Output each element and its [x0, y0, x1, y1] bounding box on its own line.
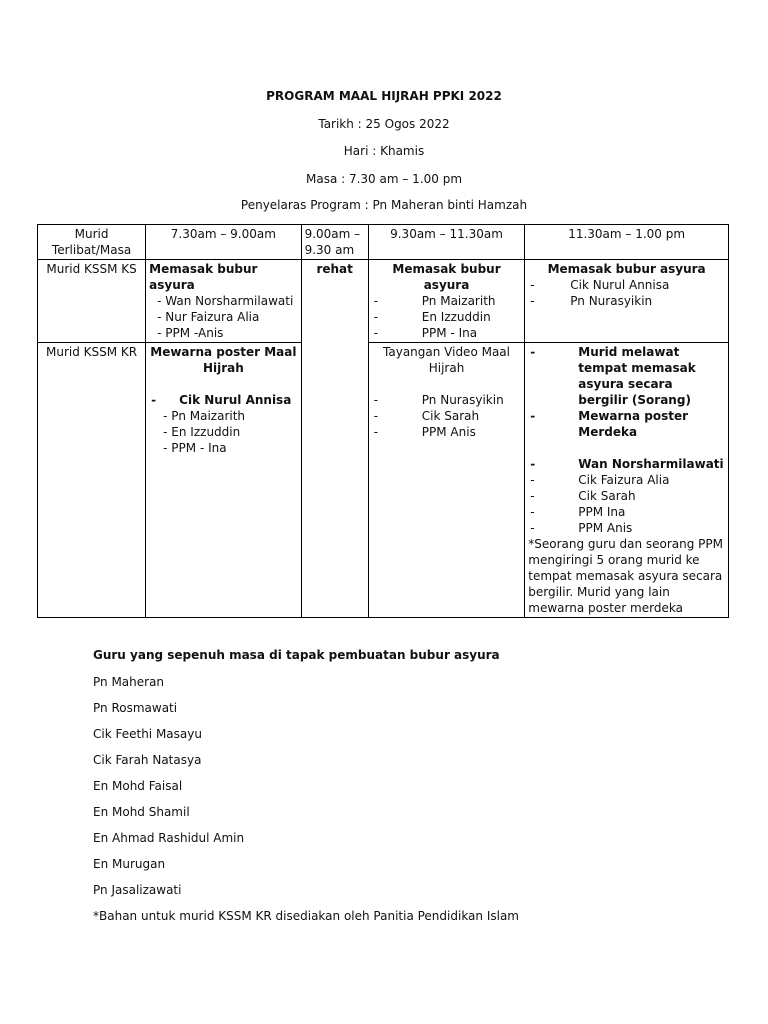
activity-item — [528, 344, 725, 408]
activity-text: Memasak bubur asyura — [392, 262, 501, 292]
coordinator-line: Penyelaras Program : Pn Maheran binti Hamzah — [240, 198, 528, 212]
row-label-kr: Murid KSSM KR — [38, 343, 146, 618]
list-item: Pn Rosmawati — [93, 701, 178, 715]
person-item: - PPM - Ina — [163, 441, 227, 455]
cell-kr-slot3 — [368, 343, 524, 618]
header-cell-slot1: 7.30am – 9.00am — [146, 225, 301, 260]
schedule-table — [37, 224, 729, 618]
footnote: *Bahan untuk murid KSSM KR disediakan oleh Panitia Pendidikan Islam — [93, 909, 519, 923]
table-row — [38, 343, 729, 618]
person-name: PPM Anis — [421, 425, 476, 439]
table-header-row — [38, 225, 729, 260]
list-item: Pn Jasalizawati — [93, 883, 182, 897]
person-item — [528, 277, 725, 293]
list-item: En Ahmad Rashidul Amin — [93, 831, 245, 845]
person-name: Cik Nurul Annisa — [570, 278, 670, 292]
person-item — [372, 325, 521, 341]
header-cell-slot3: 9.30am – 11.30am — [368, 225, 524, 260]
person-item — [372, 309, 521, 325]
person-name: PPM Ina — [578, 505, 626, 519]
row-label-ks: Murid KSSM KS — [38, 260, 146, 343]
header-cell-participants: Murid Terlibat/Masa — [38, 225, 146, 260]
person-name: Pn Maizarith — [421, 294, 496, 308]
cell-ks-slot4 — [525, 260, 729, 343]
person-item — [528, 472, 725, 488]
person-name: PPM - Ina — [421, 326, 478, 340]
person-item — [372, 408, 521, 424]
date-line: Tarikh : 25 Ogos 2022 — [318, 117, 450, 131]
header-cell-slot4: 11.30am – 1.00 pm — [525, 225, 729, 260]
cell-ks-slot1 — [146, 260, 301, 343]
break-label: rehat — [316, 262, 353, 276]
list-item: Cik Farah Natasya — [93, 753, 202, 767]
activity-item — [528, 408, 725, 440]
person-item — [372, 424, 521, 440]
activity-text: Memasak bubur asyura — [547, 262, 706, 276]
activity-text: Mewarna poster Maal Hijrah — [150, 345, 297, 375]
list-item: En Murugan — [93, 857, 166, 871]
day-line: Hari : Khamis — [343, 144, 425, 158]
cell-kr-slot1 — [146, 343, 301, 618]
person-name: En Izzuddin — [421, 310, 491, 324]
person-name: Wan Norsharmilawati — [578, 457, 724, 471]
person-name: Pn Nurasyikin — [421, 393, 504, 407]
teachers-heading: Guru yang sepenuh masa di tapak pembuatan bubur asyura — [93, 648, 500, 662]
table-row — [38, 260, 729, 343]
list-item: Pn Maheran — [93, 675, 165, 689]
person-item — [528, 488, 725, 504]
person-name: Cik Faizura Alia — [578, 473, 670, 487]
person-item: - En Izzuddin — [163, 425, 241, 439]
person-item — [372, 392, 521, 408]
person-item — [372, 293, 521, 309]
activity-text: Mewarna poster Merdeka — [578, 409, 689, 439]
person-item: - Nur Faizura Alia — [157, 310, 260, 324]
escort-note: *Seorang guru dan seorang PPM mengiringi 5 orang murid ke tempat memasak asyura secara bergilir. Murid yang lain mewarna poster merdeka — [528, 537, 724, 615]
list-item: Cik Feethi Masayu — [93, 727, 202, 741]
person-item — [528, 293, 725, 309]
person-name: Pn Nurasyikin — [570, 294, 653, 308]
person-item: - Pn Maizarith — [163, 409, 246, 423]
person-item — [528, 520, 725, 536]
person-name: Cik Sarah — [578, 489, 636, 503]
cell-kr-slot4 — [525, 343, 729, 618]
header-cell-break: 9.00am – 9.30 am — [301, 225, 368, 260]
activity-text: Memasak bubur asyura — [149, 262, 258, 292]
person-item: - PPM -Anis — [157, 326, 224, 340]
cell-ks-slot3 — [368, 260, 524, 343]
activity-text: Murid melawat tempat memasak asyura secara bergilir (Sorang) — [578, 345, 696, 407]
person-name: Cik Sarah — [421, 409, 480, 423]
person-item: - Wan Norsharmilawati — [157, 294, 294, 308]
person-item — [528, 456, 725, 472]
person-lead — [149, 392, 297, 408]
list-item: En Mohd Faisal — [93, 779, 183, 793]
document-title: PROGRAM MAAL HIJRAH PPKI 2022 — [266, 89, 502, 103]
person-name: Cik Nurul Annisa — [179, 393, 292, 407]
activity-text: Tayangan Video Maal Hijrah — [383, 345, 510, 375]
break-cell — [301, 260, 368, 618]
person-name: PPM Anis — [578, 521, 633, 535]
time-line: Masa : 7.30 am – 1.00 pm — [305, 172, 463, 186]
list-item: En Mohd Shamil — [93, 805, 190, 819]
person-item — [528, 504, 725, 520]
